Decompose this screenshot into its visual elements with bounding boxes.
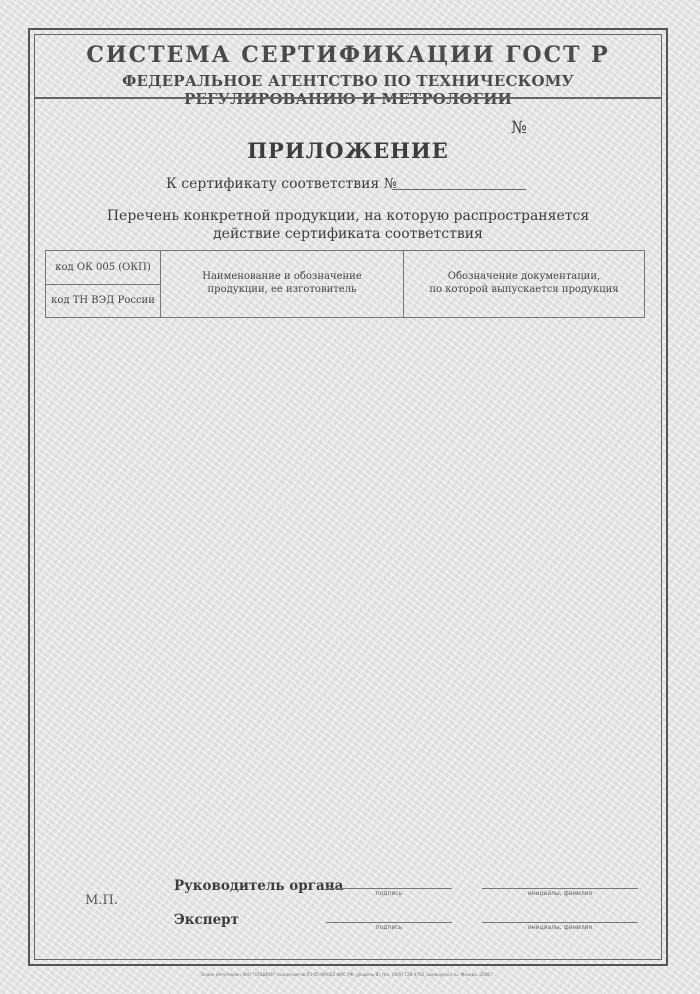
product-list-title-line2: действие сертификата соответствия xyxy=(213,226,483,242)
head-signature-line xyxy=(326,888,452,889)
head-initials-line xyxy=(482,888,638,889)
expert-initials-line xyxy=(482,922,638,923)
expert-signature-hint: подпись xyxy=(375,924,403,931)
appendix-title: ПРИЛОЖЕНИЕ xyxy=(247,138,449,163)
product-list-title xyxy=(34,207,662,243)
agency-name: ФЕДЕРАЛЬНОЕ АГЕНТСТВО ПО ТЕХНИЧЕСКОМУ РЕГУЛИРОВАНИЮ И МЕТРОЛОГИИ xyxy=(122,72,574,108)
printer-imprint: Бланк изготовлен ЗАО "ОПЦИОН" (лицензия № 05-05-09/003 ФНС РФ, уровень В) тел. (495) 726-4742, www.opcion.ru, Москва, 2006 г. xyxy=(201,972,495,977)
product-table-header xyxy=(45,250,645,318)
product-list-title-line1: Перечень конкретной продукции, на которую распространяется xyxy=(106,208,590,224)
expert-initials-hint: инициалы, фамилия xyxy=(527,924,593,931)
expert-signature-line xyxy=(326,922,452,923)
head-initials-hint: инициалы, фамилия xyxy=(527,890,593,897)
header-divider xyxy=(34,97,662,99)
appendix-number-mark: № xyxy=(511,118,528,138)
product-name-header-line1: Наименование и обозначение xyxy=(202,271,362,282)
head-signature-hint: подпись xyxy=(375,890,403,897)
stamp-place-label: М.П. xyxy=(85,893,118,908)
inner-frame xyxy=(34,34,662,960)
code-okp-header: код ОК 005 (ОКП) xyxy=(55,262,151,273)
certificate-number-blank xyxy=(392,189,526,190)
head-of-body-label: Руководитель органа xyxy=(174,878,344,894)
certificate-reference-label: К сертификату соответствия № xyxy=(166,176,397,192)
documentation-header-line2: по которой выпускается продукция xyxy=(429,284,619,295)
table-row-divider xyxy=(46,284,160,285)
documentation-header xyxy=(404,270,644,296)
product-name-header-line2: продукции, ее изготовитель xyxy=(207,284,357,295)
system-title: СИСТЕМА СЕРТИФИКАЦИИ ГОСТ Р xyxy=(86,42,610,68)
product-name-header xyxy=(161,270,403,296)
expert-label: Эксперт xyxy=(174,912,239,928)
documentation-header-line1: Обозначение документации, xyxy=(447,271,601,282)
code-tn-ved-header: код ТН ВЭД России xyxy=(51,295,155,306)
